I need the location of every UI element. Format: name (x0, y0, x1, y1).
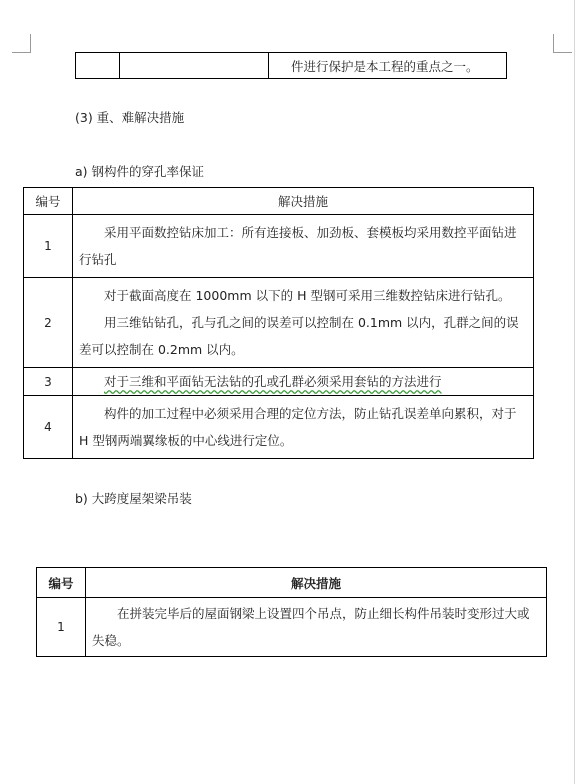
table-header-row (37, 568, 547, 598)
empty-cell (76, 53, 120, 79)
subsection-heading-a: a) 钢构件的穿孔率保证 (75, 164, 205, 179)
subsection-heading-b: b) 大跨度屋架梁吊装 (75, 491, 192, 506)
measure-line: 用三维钻钻孔，孔与孔之间的误差可以控制在 0.1mm 以内，孔群之间的误差可以控制在 0.2mm 以内。 (79, 315, 519, 357)
row-measure (73, 396, 534, 459)
measure-line: 在拼装完毕后的屋面钢梁上设置四个吊点，防止细长构件吊装时变形过大或失稳。 (92, 606, 530, 648)
row-number: 3 (24, 368, 73, 396)
measures-table-a (23, 187, 534, 459)
row-number: 1 (24, 215, 73, 278)
table-header-row (24, 188, 534, 215)
row-measure (73, 215, 534, 278)
measures-table-b (36, 567, 547, 657)
header-number: 编号 (24, 188, 73, 215)
row-number: 4 (24, 396, 73, 459)
measure-line: 对于截面高度在 1000mm 以下的 H 型钢可采用三维数控钻床进行钻孔。 (104, 288, 511, 303)
table-row (24, 215, 534, 278)
measure-line: 采用平面数控钻床加工：所有连接板、加劲板、套模板均采用数控平面钻进行钻孔 (79, 225, 517, 267)
table-row (24, 368, 534, 396)
table-row (24, 396, 534, 459)
row-measure (86, 598, 547, 657)
row-number: 1 (37, 598, 86, 657)
measure-line: 构件的加工过程中必须采用合理的定位方法，防止钻孔误差单向累积，对于 H 型钢两端翼缘板的中心线进行定位。 (79, 406, 517, 448)
row-measure (73, 278, 534, 368)
header-measure: 解决措施 (73, 188, 534, 215)
crop-mark-top-right (553, 34, 572, 53)
continued-table (75, 52, 507, 79)
continued-cell-text: 件进行保护是本工程的重点之一。 (269, 53, 507, 79)
measure-line: 对于三维和平面钻无法钻的孔或孔群必须采用套钻的方法进行 (104, 374, 442, 389)
page-edge (574, 0, 575, 784)
header-number: 编号 (37, 568, 86, 598)
table-row (37, 598, 547, 657)
row-number: 2 (24, 278, 73, 368)
crop-mark-top-left (12, 34, 31, 53)
row-measure (73, 368, 534, 396)
header-measure: 解决措施 (86, 568, 547, 598)
empty-cell (120, 53, 269, 79)
section-heading: (3) 重、难解决措施 (75, 110, 185, 125)
table-row (24, 278, 534, 368)
